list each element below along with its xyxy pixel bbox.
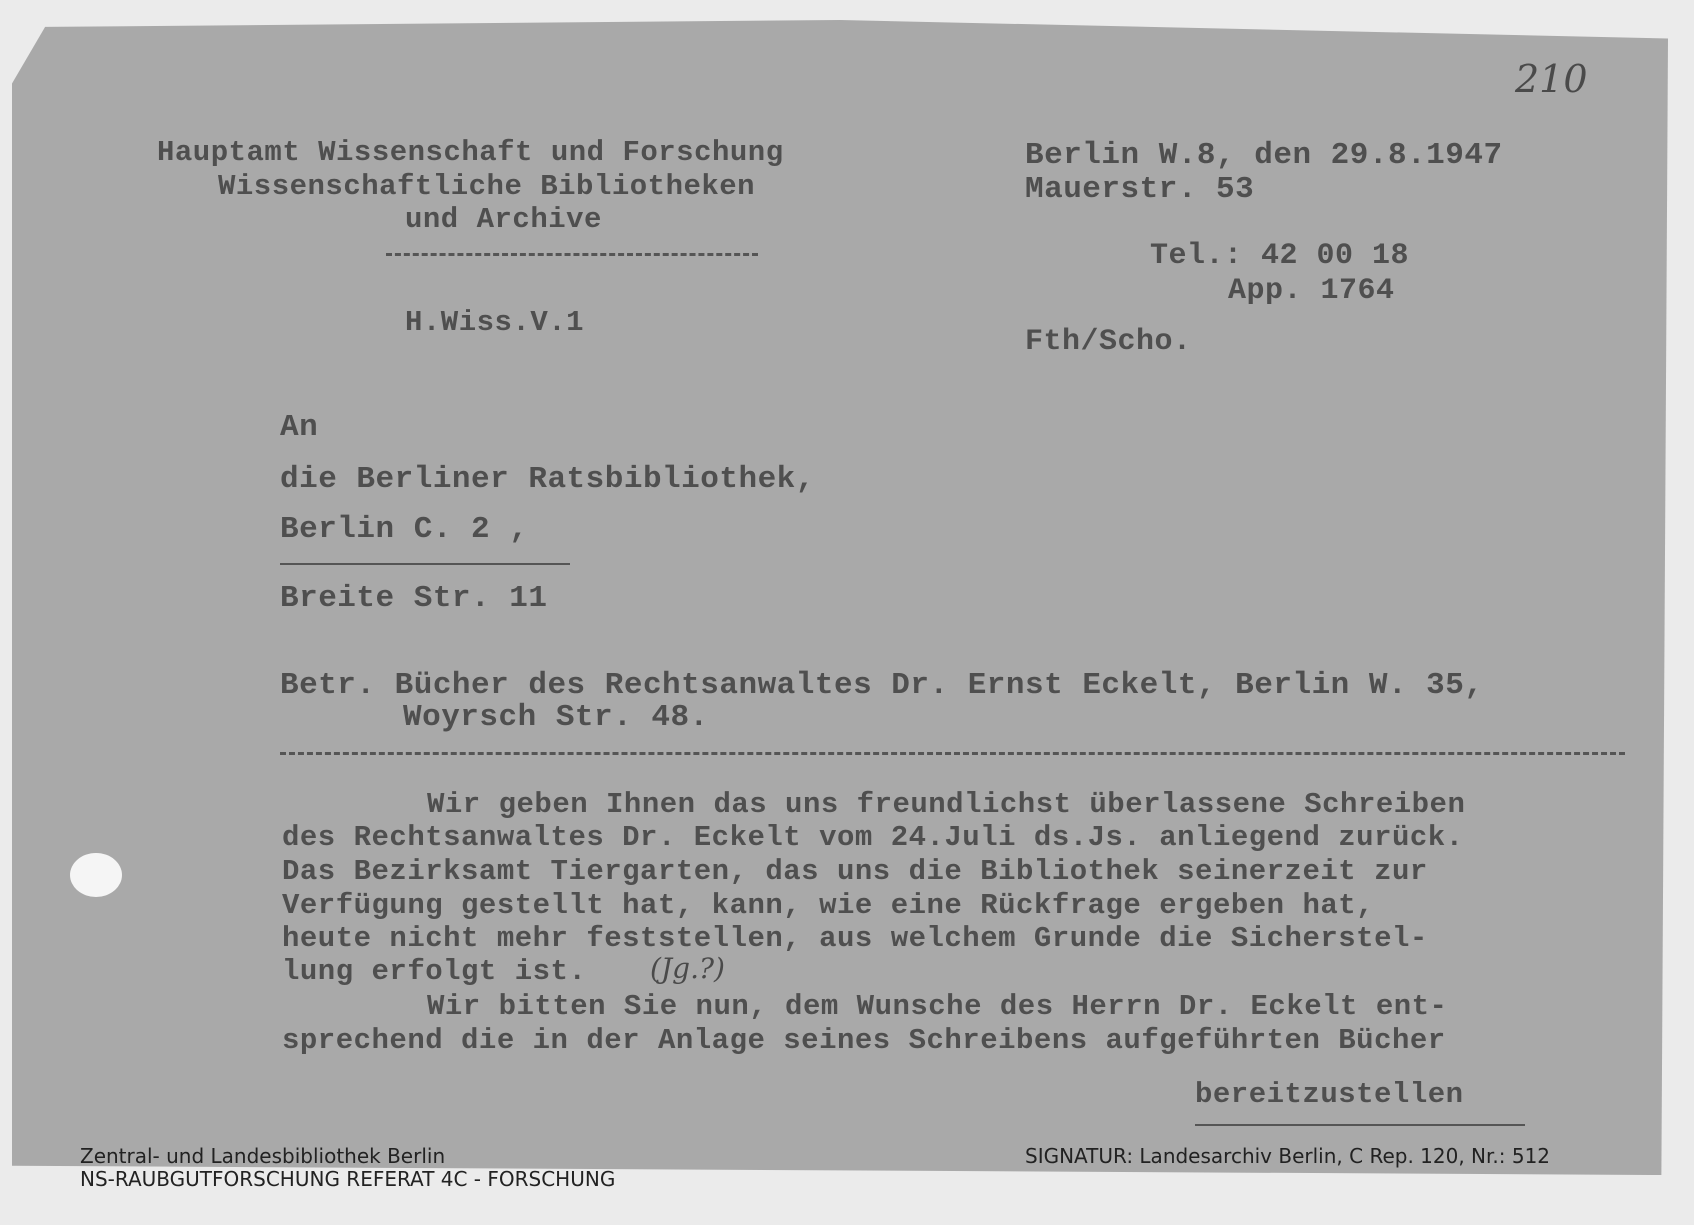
page-number: 210 (1515, 57, 1588, 101)
initials: Fth/Scho. (1025, 325, 1192, 359)
body-line: Verfügung gestellt hat, kann, wie eine Rückfrage ergeben hat, (282, 889, 1375, 922)
sender-underline (386, 253, 758, 256)
sender-line-3: und Archive (405, 203, 602, 236)
sender-line-1: Hauptamt Wissenschaft und Forschung (157, 136, 784, 169)
recipient-an: An (280, 410, 319, 445)
subject-separator (280, 752, 1625, 755)
body-line: lung erfolgt ist. (282, 955, 587, 988)
subject-line-2: Woyrsch Str. 48. (403, 700, 709, 735)
continuation-word: bereitzustellen (1195, 1078, 1464, 1111)
place-date: Berlin W.8, den 29.8.1947 (1025, 138, 1503, 173)
footer-institution: Zentral- und Landesbibliothek Berlin (80, 1144, 446, 1168)
telephone-extension: App. 1764 (1228, 274, 1395, 308)
body-line: Wir bitten Sie nun, dem Wunsche des Herrn Dr. Eckelt ent- (427, 990, 1448, 1023)
recipient-city: Berlin C. 2 , (280, 512, 529, 547)
recipient-city-underline (280, 563, 570, 565)
sender-reference: H.Wiss.V.1 (405, 306, 585, 339)
footer-signatur: SIGNATUR: Landesarchiv Berlin, C Rep. 120, Nr.: 512 (1025, 1144, 1551, 1168)
body-line: Wir geben Ihnen das uns freundlichst überlassene Schreiben (427, 788, 1466, 821)
handwritten-note: (Jg.?) (650, 952, 725, 985)
telephone: Tel.: 42 00 18 (1150, 239, 1410, 273)
body-line: heute nicht mehr feststellen, aus welchem Grunde die Sicherstel- (282, 922, 1428, 955)
sender-line-2: Wissenschaftliche Bibliotheken (218, 170, 756, 203)
recipient-street: Breite Str. 11 (280, 581, 548, 616)
street-address: Mauerstr. 53 (1025, 172, 1255, 207)
body-line: sprechend die in der Anlage seines Schreibens aufgeführten Bücher (282, 1024, 1446, 1057)
recipient-name: die Berliner Ratsbibliothek, (280, 462, 815, 497)
punch-hole (70, 853, 122, 897)
body-line: Das Bezirksamt Tiergarten, das uns die Bibliothek seinerzeit zur (282, 855, 1428, 888)
subject-line-1: Betr. Bücher des Rechtsanwaltes Dr. Ernst Eckelt, Berlin W. 35, (280, 668, 1484, 703)
continuation-underline (1195, 1124, 1525, 1126)
body-line: des Rechtsanwaltes Dr. Eckelt vom 24.Juli ds.Js. anliegend zurück. (282, 821, 1464, 854)
footer-department: NS-RAUBGUTFORSCHUNG REFERAT 4C - FORSCHUNG (80, 1167, 616, 1191)
